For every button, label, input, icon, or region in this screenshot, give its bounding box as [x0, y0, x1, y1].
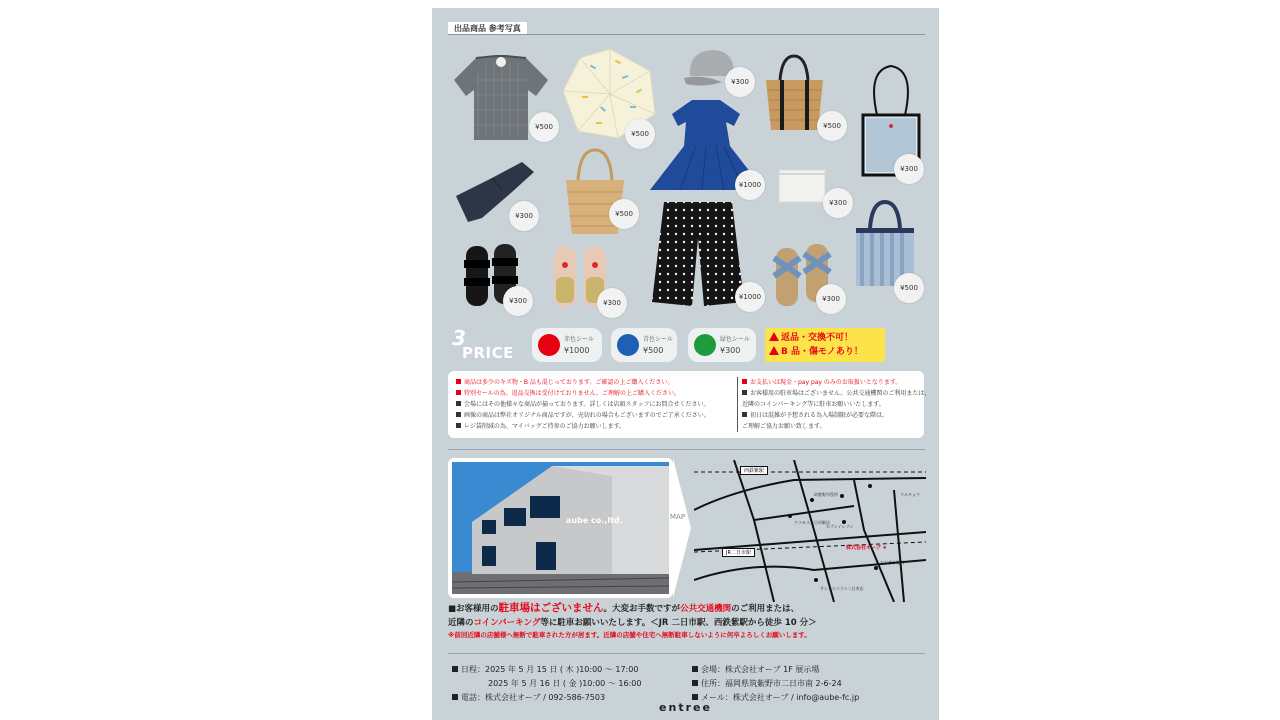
parking-line-2: 近隣のコインパーキング等に駐車お願いいたします。＜JR 二日市駅、西鉄紫駅から徒歩 10 分＞ — [448, 618, 817, 628]
price-tag-blouse: ¥500 — [529, 112, 559, 142]
map-station-jr: JR二日市駅 — [722, 548, 755, 557]
price-tag-pouch: ¥300 — [823, 188, 853, 218]
red-sticker-price: ¥1000 — [564, 346, 590, 355]
green-sticker-dot — [694, 334, 716, 356]
photo-arrow — [673, 458, 691, 598]
price-tag-pants: ¥300 — [509, 201, 539, 231]
event-info-left — [452, 663, 641, 705]
map-vertical-label: MAP — [670, 513, 686, 521]
building-sign: aube co.,ltd. — [566, 516, 623, 525]
price-tag-sacoche: ¥300 — [894, 154, 924, 184]
notice-item: お客様用の駐車場はございません。公共交通機関のご利用または、 — [742, 388, 930, 399]
section-divider — [448, 34, 925, 35]
brand-logo: entree — [659, 701, 712, 714]
section-title: 出品商品 参考写真 — [448, 22, 527, 35]
price-heading-number: 3 — [452, 326, 466, 350]
legend-green — [688, 328, 756, 362]
map-station-nishitetsu: 西鉄紫駅 — [740, 466, 768, 475]
notice-item: 会場にはその他様々な商品が揃っております。詳しくは店頭スタッフにお問合せください。 — [456, 399, 710, 410]
event-date-1: 日程：2025 年 5 月 15 日 ( 木 )10:00 〜 17:00 — [452, 663, 641, 677]
price-tag-dot-pants: ¥1000 — [735, 282, 765, 312]
price-tag-pink-sandals: ¥300 — [597, 288, 627, 318]
event-info-right — [692, 663, 859, 705]
warning-box — [765, 328, 885, 362]
price-tag-straw-bag: ¥500 — [609, 199, 639, 229]
notice-item: レジ袋削減の為、マイバッグご持参のご協力お願いします。 — [456, 421, 710, 432]
event-venue: 会場：株式会社オーブ 1F 展示場 — [692, 663, 859, 677]
section-divider — [448, 653, 925, 654]
dot-pants-image — [648, 198, 748, 310]
notice-divider — [737, 377, 738, 432]
legend-red — [532, 328, 602, 362]
blue-sticker-dot — [617, 334, 639, 356]
price-tag-black-sandals: ¥300 — [503, 286, 533, 316]
event-address: 住所：福岡県筑紫野市二日市南 2-6-24 — [692, 677, 859, 691]
price-heading — [452, 328, 532, 362]
section-divider — [448, 449, 925, 450]
notice-item: 画像の商品は弊社オリジナル商品ですが、売切れの場合もございますのでご了承ください。 — [456, 410, 710, 421]
event-email: メール：株式会社オーブ / info@aube-fc.jp — [692, 691, 859, 705]
map-landmark: セブンイレブン — [826, 524, 854, 529]
notice-item: 特別セールの為、返品交換は受付けておりません。ご理解の上ご購入ください。 — [456, 388, 710, 399]
notice-item: 初日は混雑が予想される為入場制限が必要な際は、 — [742, 410, 930, 421]
access-map — [694, 460, 926, 602]
notice-list-right — [742, 377, 930, 432]
red-sticker-label: 赤色シール — [564, 336, 594, 343]
parking-warning-note: ※前回近隣の店舗様へ無断で駐車された方が居ます。近隣の店舗や住宅へ無断駐車しないように何卒よろしくお願いします。 — [448, 631, 811, 639]
price-tag-umbrella: ¥500 — [625, 119, 655, 149]
map-landmark: サンクスパラス二日市店 — [820, 586, 864, 591]
warning-line-2: B 品・傷モノあり！ — [769, 345, 881, 359]
map-lines — [694, 460, 926, 602]
map-landmark: 筑紫野市役所 — [814, 492, 838, 497]
blue-sticker-price: ¥500 — [643, 346, 664, 355]
map-venue: 株式会社オーブ ★ — [846, 545, 887, 551]
warning-icon — [769, 346, 779, 355]
pouch-image — [777, 166, 827, 206]
red-sticker-dot — [538, 334, 560, 356]
parking-line-1: ■お客様用の駐車場はございません。大変お手数ですが公共交通機関のご利用または、 — [448, 602, 800, 614]
map-landmark: おおぎ小児科 — [880, 560, 904, 565]
event-date-2: 2025 年 5 月 16 日 ( 金 )10:00 〜 16:00 — [488, 679, 642, 688]
event-phone: 電話：株式会社オーブ / 092-586-7503 — [452, 691, 641, 705]
building-photo-frame — [448, 458, 673, 598]
notice-item: 商品は多少のキズ物・B 品も混じっております。ご確認の上ご購入ください。 — [456, 377, 710, 388]
price-tag-basket-tote: ¥500 — [817, 111, 847, 141]
flyer — [432, 8, 939, 720]
blue-sticker-label: 青色シール — [643, 336, 673, 343]
price-heading-word: PRICE — [462, 344, 514, 362]
building-photo — [452, 462, 669, 594]
notice-item-cont: 近隣のコインパーキング等に駐車お願いいたします。 — [742, 401, 885, 408]
price-tag-stripe-tote: ¥500 — [894, 273, 924, 303]
map-landmark: マルキョウ — [900, 492, 920, 497]
notice-box — [448, 371, 931, 438]
green-sticker-price: ¥300 — [720, 346, 741, 355]
legend-blue — [611, 328, 677, 362]
warning-icon — [769, 332, 779, 341]
price-tag-blue-sandals: ¥300 — [816, 284, 846, 314]
notice-list-left — [456, 377, 710, 432]
notice-item: お支払いは現金・pay pay のみのお取扱いとなります。 — [742, 377, 930, 388]
green-sticker-label: 緑色シール — [720, 336, 750, 343]
parking-notice — [448, 601, 928, 640]
notice-item-cont: ご理解ご協力お願い致します。 — [742, 423, 826, 430]
price-tag-dress: ¥1000 — [735, 170, 765, 200]
price-tag-cap: ¥300 — [725, 67, 755, 97]
warning-line-1: 返品・交換不可！ — [769, 331, 881, 345]
map-landmark: クスモス二日市駅店 — [794, 520, 830, 525]
